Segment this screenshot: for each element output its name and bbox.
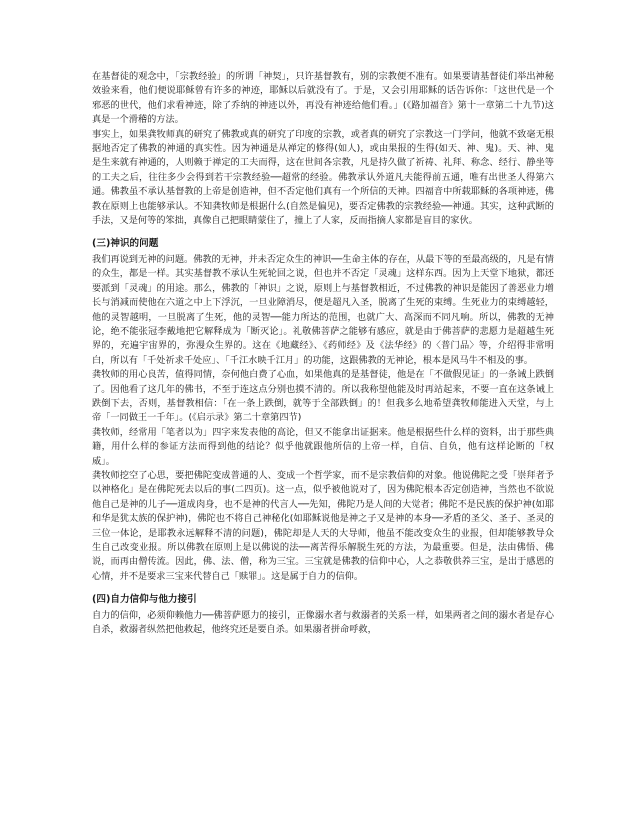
document-page <box>92 70 554 637</box>
section-heading: (四)自力信仰与他力接引 <box>92 594 197 606</box>
paragraph: 我们再说到无神的问题。佛教的无神，并未否定众生的神识──生命主体的存在，从最下等的至最高级的，凡是有情的众生，都是一样。其实基督教不承认生死轮回之说，但也并不否定「灵魂」这样东西。因为上天堂下地狱，都还要派到「灵魂」的用途。那么，佛教的「神识」之说，原则上与基督教相近，不过佛教的神识是能因了善恶业力增长与消减而使他在六道之中上下浮沉，一旦业障消尽，便是超凡入圣，脱离了生死的束缚。生死业力的束缚越轻，他的灵智越明，一旦脱离了生死，他的灵智──能力所达的范围，也就广大、高深而不同凡响。所以，佛教的无神论，绝不能张冠李戴地把它解释成为「断灭论」。礼敬佛菩萨之能够有感应，就是由于佛菩萨的悲愿力是超越生死界的，充遍宇宙界的，弥漫众生界的。这在《地藏经》、《药师经》及《法华经》的〈普门品〉等，介绍得非常明白，所以有「千处祈求千处应」、「千江水映千江月」的功能，这跟佛教的无神论，根本是风马牛不相及的事。 <box>92 253 554 366</box>
paragraph: 事实上，如果龚牧师真的研究了佛教或真的研究了印度的宗教，或者真的研究了宗教这一门学问，他就不致毫无根据地否定了佛教的神通的真实性。因为神通是从禅定的修得(如人)，或由果报的生得(如天、神、鬼)。天、神、鬼是生来就有神通的，人则赖于禅定的工夫而得，这在世间各宗教，凡是持久做了祈祷、礼拜、称念、经行、静坐等的工夫之后，往往多少会得到若干宗教经验──超常的经验。佛教承认外道凡夫能得前五通，唯有出世圣人得第六通。佛教虽不承认基督教的上帝是创造神，但不否定他们真有一个所信的天神。四福音中所载耶稣的各项神迹，佛教在原则上也能够承认。不知龚牧师是根据什么(自然是偏见)，要否定佛教的宗教经验──神通。其实，这种武断的手法，又是何等的笨拙，真像自己把眼睛蒙住了，撞上了人家，反而指摘人家都是盲目的家伙。 <box>92 128 554 227</box>
paragraph: 龚牧师挖空了心思，要把佛陀变成普通的人、变成一个哲学家，而不是宗教信仰的对象。他说佛陀之受「崇拜者予以神格化」是在佛陀死去以后的事(二四页)。这一点，似乎被他说对了，因为佛陀根本否定创造神，当然也不欲说他自己是神的儿子──道成肉身，也不是神的代言人──先知，佛陀乃是人间的大觉者；佛陀不是民族的保护神(如耶和华是犹太族的保护神)，佛陀也不将自己神秘化(如耶稣说他是神之子又是神的本身──矛盾的圣父、圣子、圣灵的三位一体论，是耶教永远解释不清的问题)，佛陀却是人天的大导师，他虽不能改变众生的业报，但却能够教导众生自己改变业报。所以佛教在原则上是以佛说的法──离苦得乐解脱生死的方法，为最重要。但是，法由佛悟、佛说，而再由僧传流。因此，佛、法、僧，称为三宝。三宝就是佛教的信仰中心，人之恭敬供养三宝，是出于感恩的心情，并不是要求三宝来代替自己「赎罪」。这是属于自力的信仰。 <box>92 469 554 582</box>
section-heading: (三)神识的问题 <box>92 238 159 250</box>
paragraph: 自力的信仰，必须仰赖他力──佛菩萨愿力的接引，正像溺水者与救溺者的关系一样，如果两者之间的溺水者是存心自杀，救溺者纵然把他救起，他终究还是要自杀。如果溺者拼命呼救， <box>92 609 554 636</box>
paragraph: 龚牧师的用心良苦，值得同情，奈何他白费了心血，如果他真的是基督徒，他是在「不做假见证」的一条诫上跌倒了。因他看了这几年的佛书，不至于连这点分别也摸不清的。所以我称望他能及时再站起来，不要一直在这条诫上跌倒下去，否则，基督教相信：「在一条上跌倒，就等于全部跌倒」的！但我多么地希望龚牧师能进入天堂，与上帝「一同做王一千年」。(《启示录》第二十章第四节) <box>92 369 554 424</box>
paragraph: 在基督徒的观念中，「宗教经验」的所谓「神契」，只许基督教有，别的宗教便不准有。如果要请基督徒们举出神秘效验来看，他们便说耶稣曾有许多的神迹，耶稣以后就没有了。于是，又会引用耶稣的话告诉你：「这世代是一个邪恶的世代，他们求看神迹，除了乔纳的神迹以外，再没有神迹给他们看。」(《路加福音》第十一章第二十九节)这真是一个滑稽的方法。 <box>92 71 554 126</box>
paragraph: 龚牧师，经常用「笔者以为」四字来发表他的高论，但又不能拿出证据来。他是根据些什么样的资料，出于那些典籍，用什么样的参证方法而得到他的结论？似乎他就跟他所信的上帝一样，自信、自负，他有这样论断的「权威」。 <box>92 426 554 467</box>
